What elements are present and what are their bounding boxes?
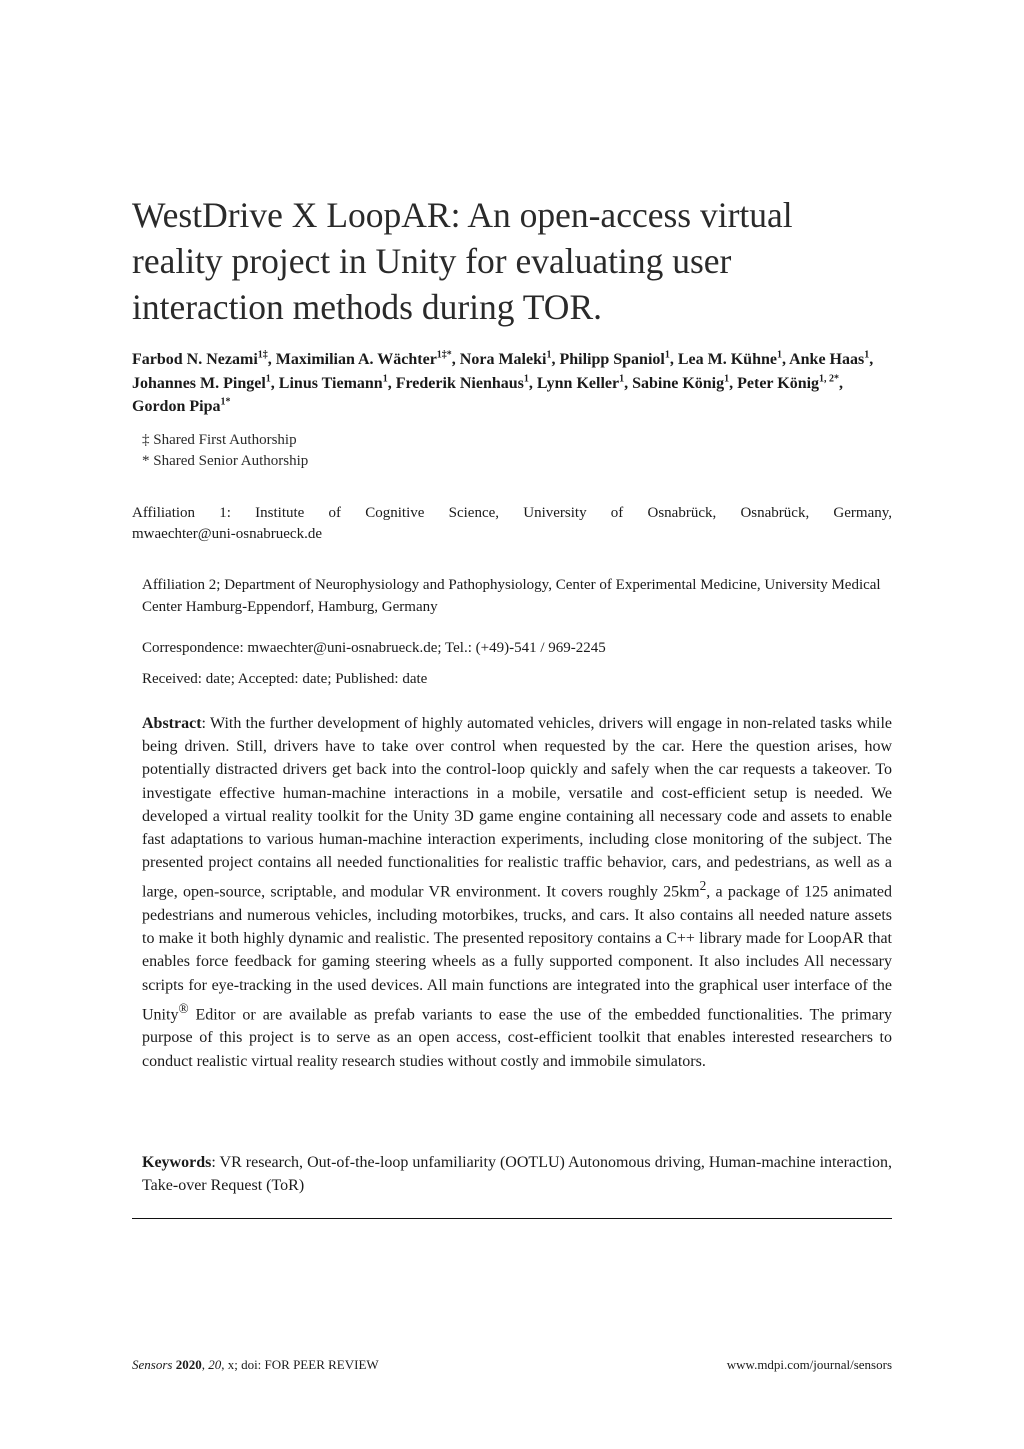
abstract-text-a: With the further development of highly automated vehicles, drivers will engage in non-related tasks while being driven. Still, drivers have to take over control when requested by the car. Here the question arises, how potentially distracted drivers get back into the control-loop quickly and safely when the car requests a takeover. To investigate effective human-machine interactions in a mobile, versatile and cost-efficient setup is needed. We developed a virtual reality toolkit for the Unity 3D game engine containing all necessary code and assets to enable fast adaptations to various human-machine interaction experiments, including close monitoring of the subject. The presented project contains all needed functionalities for realistic traffic behavior, cars, and pedestrians, as well as a large, open-source, scriptable, and modular VR environment. It covers roughly 25km xyxy=(142,715,893,901)
author-separator: , xyxy=(729,374,738,392)
abstract-text-b: , a package of 125 animated pedestrians and numerous vehicles, including motorbikes, trucks, and cars. It also contains all needed nature assets to make it both highly dynamic and realistic. The presented repository contains a C++ library made for LoopAR that enables force feedback for gaming steering wheels as a fully supported component. It also includes All necessary scripts for eye-tracking in the used devices. All main functions are integrated into the graphical user interface of the Unity xyxy=(142,883,892,1024)
author-name: Anke Haas xyxy=(789,351,865,368)
author-affiliation-marker: 1 xyxy=(382,373,388,385)
shared-senior-authorship-note: * Shared Senior Authorship xyxy=(142,453,309,469)
author-name: Philipp Spaniol xyxy=(559,351,665,368)
correspondence: Correspondence: mwaechter@uni-osnabrueck.de; Tel.: (+49)-541 / 969-2245 xyxy=(142,640,606,656)
author-separator: , xyxy=(267,351,276,368)
author-separator: , xyxy=(528,374,537,392)
footer-year: 2020 xyxy=(175,1357,202,1372)
keywords-label: Keywords xyxy=(142,1154,212,1171)
footer-journal: Sensors xyxy=(132,1357,173,1372)
abstract-text-c: Editor or are available as prefab variants to ease the use of the embedded functionalities. The primary purpose of this project is to serve as an open access, cost-efficient toolkit that enables interested researchers to conduct realistic virtual reality research studies without costly and immobile simulators. xyxy=(142,1006,892,1070)
author-name: Lea M. Kühne xyxy=(677,351,777,368)
author-separator: , xyxy=(551,351,560,368)
author-affiliation-marker: 1* xyxy=(220,396,231,408)
author-affiliation-marker: 1 xyxy=(664,349,670,361)
author-affiliation-marker: 1‡ xyxy=(257,349,268,361)
author-name: Linus Tiemann xyxy=(278,374,383,392)
author-name: Farbod N. Nezami xyxy=(132,351,258,368)
abstract-superscript-registered: ® xyxy=(178,1000,189,1016)
author-separator: , xyxy=(451,351,460,368)
author-name: Frederik Nienhaus xyxy=(395,374,524,392)
author-list xyxy=(132,348,892,419)
author-affiliation-marker: 1 xyxy=(776,349,782,361)
author-affiliation-marker: 1 xyxy=(546,349,552,361)
keywords-label-separator: : xyxy=(211,1154,220,1171)
abstract xyxy=(142,712,892,1073)
author-affiliation-marker: 1 xyxy=(864,349,870,361)
author-separator: , xyxy=(387,374,396,392)
author-affiliation-marker: 1 xyxy=(724,373,730,385)
footer-journal-url[interactable]: www.mdpi.com/journal/sensors xyxy=(726,1357,892,1372)
abstract-superscript-squared: 2 xyxy=(699,878,707,894)
footer-citation: Sensors 2020, 20, x; doi: FOR PEER REVIEW xyxy=(132,1357,379,1372)
keywords xyxy=(142,1151,892,1197)
section-divider xyxy=(132,1218,892,1219)
affiliation-1: Affiliation 1: Institute of Cognitive Science, University of Osnabrück, Osnabrück, Germany, xyxy=(132,505,892,521)
footer-doi: , x; doi: FOR PEER REVIEW xyxy=(221,1357,379,1372)
abstract-label: Abstract xyxy=(142,715,202,732)
author-separator: , xyxy=(869,351,874,368)
author-name: Lynn Keller xyxy=(536,374,620,392)
footer-volume: 20 xyxy=(208,1357,222,1372)
author-affiliation-marker: 1‡* xyxy=(436,349,452,361)
author-separator: , xyxy=(839,374,844,392)
author-name: Nora Maleki xyxy=(459,351,547,368)
affiliation-1-email: mwaechter@uni-osnabrueck.de xyxy=(132,526,322,542)
publication-dates: Received: date; Accepted: date; Published: date xyxy=(142,671,428,687)
author-name: Maximilian A. Wächter xyxy=(275,351,437,368)
author-separator: , xyxy=(669,351,678,368)
shared-first-authorship-note: ‡ Shared First Authorship xyxy=(142,432,297,448)
keywords-text: VR research, Out-of-the-loop unfamiliarity (OOTLU) Autonomous driving, Human-machine interaction, Take-over Request (ToR) xyxy=(142,1154,893,1194)
affiliation-2: Affiliation 2; Department of Neurophysiology and Pathophysiology, Center of Experimental Medicine, University Medical Center Hamburg-Eppendorf, Hamburg, Germany xyxy=(142,577,881,615)
author-affiliation-marker: 1 xyxy=(265,373,271,385)
author-affiliation-marker: 1, 2* xyxy=(819,373,840,385)
paper-title: WestDrive X LoopAR: An open-access virtual reality project in Unity for evaluating user interaction methods during TOR. xyxy=(132,195,793,327)
author-affiliation-marker: 1 xyxy=(523,373,529,385)
author-separator: , xyxy=(624,374,633,392)
author-name: Sabine König xyxy=(632,374,725,392)
abstract-label-separator: : xyxy=(201,715,211,732)
author-name: Johannes M. Pingel xyxy=(132,374,266,392)
author-separator: , xyxy=(270,374,279,392)
author-name: Peter König xyxy=(737,374,820,392)
author-separator: , xyxy=(781,351,790,368)
author-name: Gordon Pipa xyxy=(132,398,221,415)
author-affiliation-marker: 1 xyxy=(619,373,625,385)
